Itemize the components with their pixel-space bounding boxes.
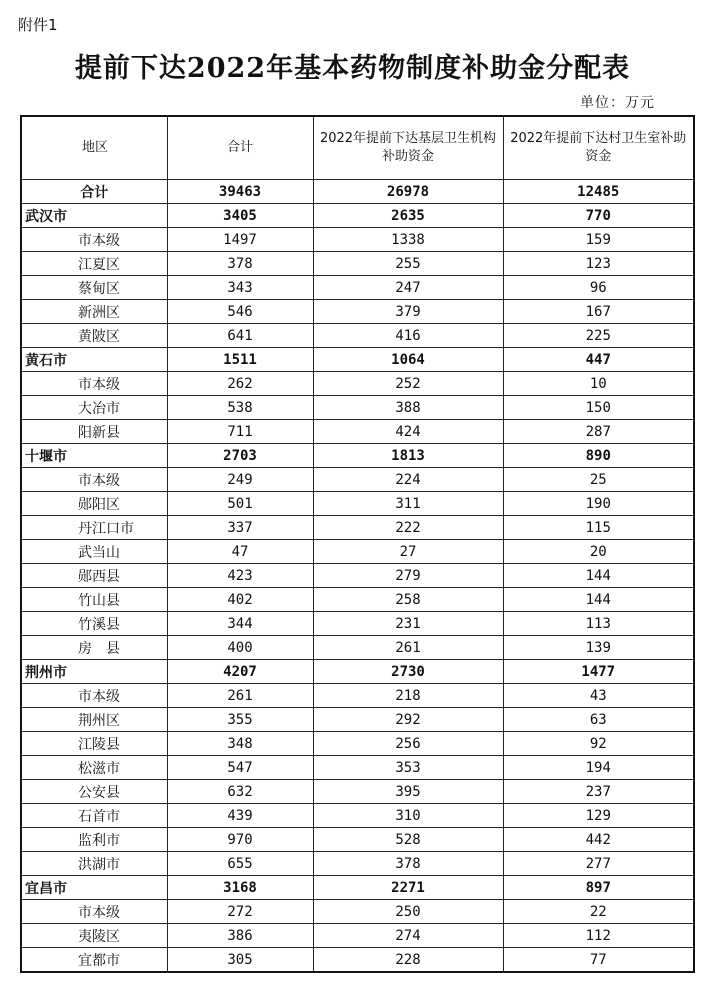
table-row (21, 876, 694, 900)
institution-fund-cell: 378 (313, 852, 503, 876)
village-fund-cell: 144 (503, 564, 694, 588)
table-row (21, 708, 694, 732)
region-cell: 公安县 (21, 780, 167, 804)
total-cell: 4207 (167, 660, 313, 684)
institution-fund-cell: 528 (313, 828, 503, 852)
table-row (21, 804, 694, 828)
village-fund-cell: 92 (503, 732, 694, 756)
total-cell: 343 (167, 276, 313, 300)
village-fund-cell: 139 (503, 636, 694, 660)
region-cell: 夷陵区 (21, 924, 167, 948)
institution-fund-cell: 261 (313, 636, 503, 660)
table-row (21, 852, 694, 876)
table-row (21, 612, 694, 636)
region-cell: 市本级 (21, 372, 167, 396)
region-cell: 宜昌市 (21, 876, 167, 900)
total-cell: 400 (167, 636, 313, 660)
institution-fund-cell: 218 (313, 684, 503, 708)
table-row (21, 588, 694, 612)
village-fund-cell: 63 (503, 708, 694, 732)
total-cell: 2703 (167, 444, 313, 468)
institution-fund-cell: 424 (313, 420, 503, 444)
institution-fund-cell: 416 (313, 324, 503, 348)
region-cell: 竹溪县 (21, 612, 167, 636)
total-cell: 711 (167, 420, 313, 444)
table-row (21, 756, 694, 780)
village-fund-cell: 115 (503, 516, 694, 540)
village-fund-cell: 112 (503, 924, 694, 948)
table-row (21, 444, 694, 468)
total-cell: 402 (167, 588, 313, 612)
region-cell: 丹江口市 (21, 516, 167, 540)
region-cell: 黄陂区 (21, 324, 167, 348)
village-fund-cell: 77 (503, 948, 694, 973)
village-fund-cell: 20 (503, 540, 694, 564)
total-cell: 337 (167, 516, 313, 540)
table-row (21, 660, 694, 684)
region-cell: 石首市 (21, 804, 167, 828)
region-cell: 黄石市 (21, 348, 167, 372)
total-cell: 348 (167, 732, 313, 756)
institution-fund-cell: 353 (313, 756, 503, 780)
region-cell: 市本级 (21, 468, 167, 492)
village-fund-cell: 770 (503, 204, 694, 228)
region-cell: 松滋市 (21, 756, 167, 780)
table-row (21, 684, 694, 708)
institution-fund-cell: 26978 (313, 180, 503, 204)
village-fund-cell: 10 (503, 372, 694, 396)
allocation-table (20, 115, 695, 973)
region-cell: 监利市 (21, 828, 167, 852)
village-fund-cell: 167 (503, 300, 694, 324)
region-cell: 武当山 (21, 540, 167, 564)
institution-fund-cell: 1813 (313, 444, 503, 468)
total-cell: 272 (167, 900, 313, 924)
table-row (21, 924, 694, 948)
header-village-fund: 2022年提前下达村卫生室补助资金 (503, 116, 694, 180)
table-row (21, 420, 694, 444)
institution-fund-cell: 292 (313, 708, 503, 732)
institution-fund-cell: 279 (313, 564, 503, 588)
total-cell: 355 (167, 708, 313, 732)
region-cell: 江陵县 (21, 732, 167, 756)
village-fund-cell: 123 (503, 252, 694, 276)
region-cell: 阳新县 (21, 420, 167, 444)
village-fund-cell: 1477 (503, 660, 694, 684)
region-cell: 房 县 (21, 636, 167, 660)
institution-fund-cell: 231 (313, 612, 503, 636)
region-cell: 荆州区 (21, 708, 167, 732)
table-row (21, 204, 694, 228)
total-cell: 423 (167, 564, 313, 588)
region-cell: 市本级 (21, 900, 167, 924)
region-cell: 合计 (21, 180, 167, 204)
table-row (21, 516, 694, 540)
institution-fund-cell: 379 (313, 300, 503, 324)
total-cell: 305 (167, 948, 313, 973)
institution-fund-cell: 250 (313, 900, 503, 924)
village-fund-cell: 159 (503, 228, 694, 252)
institution-fund-cell: 252 (313, 372, 503, 396)
table-row (21, 396, 694, 420)
region-cell: 荆州市 (21, 660, 167, 684)
total-cell: 641 (167, 324, 313, 348)
region-cell: 市本级 (21, 684, 167, 708)
total-cell: 262 (167, 372, 313, 396)
village-fund-cell: 144 (503, 588, 694, 612)
region-cell: 十堰市 (21, 444, 167, 468)
table-row (21, 276, 694, 300)
village-fund-cell: 447 (503, 348, 694, 372)
table-row (21, 636, 694, 660)
institution-fund-cell: 258 (313, 588, 503, 612)
institution-fund-cell: 1338 (313, 228, 503, 252)
village-fund-cell: 43 (503, 684, 694, 708)
total-cell: 546 (167, 300, 313, 324)
institution-fund-cell: 247 (313, 276, 503, 300)
table-row (21, 348, 694, 372)
table-row (21, 492, 694, 516)
table-header-row (21, 116, 694, 180)
table-row (21, 252, 694, 276)
table-row (21, 228, 694, 252)
institution-fund-cell: 1064 (313, 348, 503, 372)
header-institution-fund: 2022年提前下达基层卫生机构补助资金 (313, 116, 503, 180)
institution-fund-cell: 274 (313, 924, 503, 948)
total-cell: 970 (167, 828, 313, 852)
village-fund-cell: 22 (503, 900, 694, 924)
village-fund-cell: 277 (503, 852, 694, 876)
total-cell: 632 (167, 780, 313, 804)
region-cell: 洪湖市 (21, 852, 167, 876)
village-fund-cell: 190 (503, 492, 694, 516)
institution-fund-cell: 311 (313, 492, 503, 516)
village-fund-cell: 287 (503, 420, 694, 444)
village-fund-cell: 12485 (503, 180, 694, 204)
institution-fund-cell: 388 (313, 396, 503, 420)
total-cell: 3168 (167, 876, 313, 900)
attachment-label: 附件1 (18, 16, 58, 34)
table-row (21, 468, 694, 492)
total-cell: 386 (167, 924, 313, 948)
total-cell: 439 (167, 804, 313, 828)
total-cell: 1497 (167, 228, 313, 252)
header-total: 合计 (167, 116, 313, 180)
institution-fund-cell: 27 (313, 540, 503, 564)
region-cell: 竹山县 (21, 588, 167, 612)
institution-fund-cell: 310 (313, 804, 503, 828)
region-cell: 蔡甸区 (21, 276, 167, 300)
total-cell: 344 (167, 612, 313, 636)
table-body (21, 180, 694, 973)
total-cell: 547 (167, 756, 313, 780)
total-cell: 655 (167, 852, 313, 876)
village-fund-cell: 225 (503, 324, 694, 348)
village-fund-cell: 897 (503, 876, 694, 900)
total-cell: 47 (167, 540, 313, 564)
total-cell: 501 (167, 492, 313, 516)
institution-fund-cell: 2635 (313, 204, 503, 228)
region-cell: 大冶市 (21, 396, 167, 420)
table-row (21, 180, 694, 204)
table-row (21, 828, 694, 852)
institution-fund-cell: 2730 (313, 660, 503, 684)
table-row (21, 300, 694, 324)
table-row (21, 540, 694, 564)
table-row (21, 900, 694, 924)
institution-fund-cell: 256 (313, 732, 503, 756)
institution-fund-cell: 228 (313, 948, 503, 973)
village-fund-cell: 129 (503, 804, 694, 828)
total-cell: 3405 (167, 204, 313, 228)
total-cell: 249 (167, 468, 313, 492)
village-fund-cell: 237 (503, 780, 694, 804)
table-row (21, 732, 694, 756)
village-fund-cell: 442 (503, 828, 694, 852)
document-title: 提前下达2022年基本药物制度补助金分配表 (74, 53, 631, 84)
region-cell: 武汉市 (21, 204, 167, 228)
unit-label: 单位：万元 (580, 95, 655, 111)
region-cell: 市本级 (21, 228, 167, 252)
total-cell: 39463 (167, 180, 313, 204)
village-fund-cell: 25 (503, 468, 694, 492)
institution-fund-cell: 255 (313, 252, 503, 276)
region-cell: 郧阳区 (21, 492, 167, 516)
region-cell: 郧西县 (21, 564, 167, 588)
total-cell: 1511 (167, 348, 313, 372)
village-fund-cell: 96 (503, 276, 694, 300)
total-cell: 261 (167, 684, 313, 708)
village-fund-cell: 113 (503, 612, 694, 636)
institution-fund-cell: 2271 (313, 876, 503, 900)
header-region: 地区 (21, 116, 167, 180)
institution-fund-cell: 222 (313, 516, 503, 540)
region-cell: 新洲区 (21, 300, 167, 324)
region-cell: 宜都市 (21, 948, 167, 973)
table-row (21, 324, 694, 348)
table-row (21, 372, 694, 396)
institution-fund-cell: 395 (313, 780, 503, 804)
total-cell: 378 (167, 252, 313, 276)
table-row (21, 780, 694, 804)
region-cell: 江夏区 (21, 252, 167, 276)
village-fund-cell: 194 (503, 756, 694, 780)
village-fund-cell: 150 (503, 396, 694, 420)
village-fund-cell: 890 (503, 444, 694, 468)
total-cell: 538 (167, 396, 313, 420)
table-row (21, 948, 694, 973)
table-row (21, 564, 694, 588)
institution-fund-cell: 224 (313, 468, 503, 492)
